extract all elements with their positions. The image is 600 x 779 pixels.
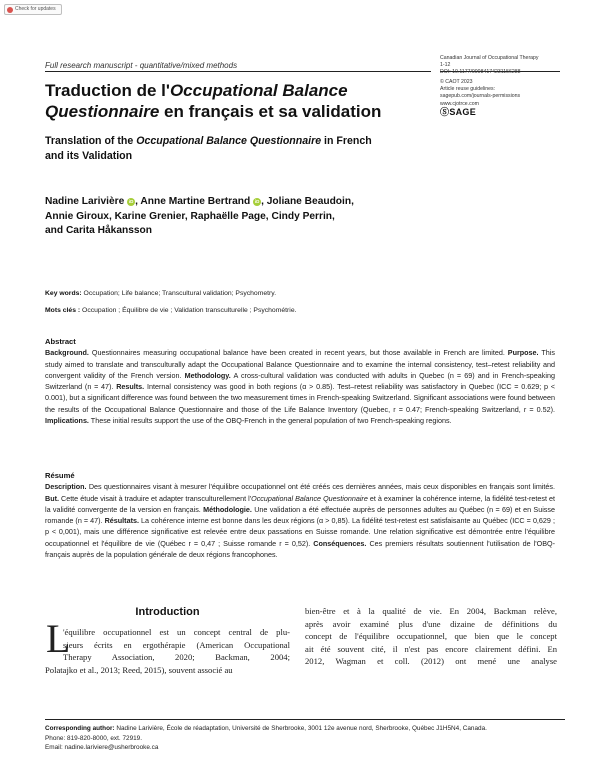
- page-range: 1-12: [440, 62, 451, 69]
- intro-line: après avoir examiné plus d'une dizaine de définitions du: [305, 618, 557, 629]
- introduction-heading: Introduction: [135, 606, 200, 618]
- abstract-section: [45, 336, 555, 426]
- copyright: © CAOT 2023: [440, 79, 473, 86]
- abstract-heading: Abstract: [45, 337, 76, 346]
- authors-line-3: and Carita Håkansson: [45, 225, 153, 237]
- intro-line: 'équilibre occupationnel est un concept central de plu-: [63, 627, 290, 637]
- sage-logo: ⓈSAGE: [440, 106, 477, 117]
- resume-section: [45, 470, 555, 560]
- manuscript-type: Full research manuscript - quantitative/mixed methods: [45, 61, 238, 70]
- title-french: Traduction de l'Occupational Balance Questionnaire en français et sa validation: [45, 81, 382, 121]
- author-bertrand[interactable]: , Anne Martine Bertrand: [135, 196, 251, 207]
- reuse-guidelines-label: Article reuse guidelines:: [440, 86, 496, 93]
- intro-line: Polatajko et al., 2013; Reed, 2015), souvent associé au: [45, 664, 233, 675]
- intro-line: 2012, Wagman et coll. (2012) ont mené une analyse: [305, 656, 557, 666]
- corresponding-author: Corresponding author: Nadine Larivière, École de réadaptation, Université de Sherbrooke, 3001 12e avenue nord, Sherbrooke, Québec J1H5N4, Canada. Phone: 819-820-8000, ext. 72919. Email: nadine.lariviere@usherbrooke.ca: [45, 724, 570, 753]
- intro-line: concept de l'équilibre occupationnel, que bien que le concept: [305, 631, 557, 641]
- intro-line: bien-être et à la qualité de vie. En 2004, Backman relève,: [305, 606, 557, 616]
- abstract-body: Background. Questionnaires measuring occupational balance have been created in recent years, but those available in French are limited. Purpose. This study aimed to translate and transculturally adapt the Occupational Balance Questionnaire and to examine the internal consistency, test–retest reliability and convergent validity of the French version. Methodology. A cross-cultural validation was conducted with adults in Quebec (n = 69) and in French-speaking Switzerland (n = 47). Results. Internal consistency was good in both regions (α > 0.85). Test–retest reliability was satisfactory in Quebec (ICC = 0.629; p < 0.001), but a significant difference was found between the two measurement times in French-speaking Switzerland. Significant associations were found between the results of the Occupational Balance Questionnaire and those of the Life Balance Inventory (Quebec, r = 0.47; French-speaking Switzerland, r = 0.52). Implications. These initial results support the use of the OBQ-French in the general population of two French-speaking regions.: [45, 348, 555, 426]
- author-email-link[interactable]: Email: nadine.lariviere@usherbrooke.ca: [45, 744, 159, 751]
- resume-heading: Résumé: [45, 471, 75, 480]
- resume-body: Description. Des questionnaires visant à mesurer l'équilibre occupationnel ont été créés ces dernières années, mais ceux disponibles en français sont limités. But. Cette étude visait à traduire et adapter transculturellement l'Occupational Balance Questionnaire et à examiner la cohérence interne, la fidélité test-retest et la validité convergente de la version en français. Méthodologie. Une validation a été effectuée auprès de personnes adultes au Québec (n = 69) et en Suisse romande (n = 47). Résultats. La cohérence interne est bonne dans les deux régions (α > 0,85). La fidélité test-retest est satisfaisante au Québec (ICC = 0,629 ; p < 0,001), mais une différence significative est relevée entre deux passations en Suisse romande. Une relation significative est démontrée entre l'équilibre occupationnel et l'équilibre de vie (Québec r = 0,47 ; Suisse romande r = 0,52). Conséquences. Ces premiers résultats soutiennent l'utilisation de l'OBQ-français auprès de la population générale de deux régions francophones.: [45, 482, 555, 560]
- header-rule-left: [45, 71, 431, 72]
- check-for-updates-label: Check for updates: [15, 6, 56, 12]
- sage-logo-icon: Ⓢ: [440, 106, 450, 117]
- journal-name[interactable]: Canadian Journal of Occupational Therapy: [440, 55, 539, 61]
- journal-website-link[interactable]: www.cjotrce.com: [440, 100, 479, 107]
- author-list: [45, 195, 435, 239]
- introduction-right-column: [305, 605, 557, 668]
- check-for-updates-badge[interactable]: [4, 4, 62, 15]
- footer-rule: [45, 719, 565, 720]
- journal-info: [440, 55, 580, 116]
- author-beaudoin[interactable]: , Joliane Beaudoin,: [261, 196, 354, 207]
- authors-line-2: Annie Giroux, Karine Grenier, Raphaëlle Page, Cindy Perrin,: [45, 210, 335, 222]
- doi-link[interactable]: DOI: 10.1177/00084174231156288: [440, 69, 521, 76]
- reuse-guidelines-link[interactable]: sagepub.com/journals-permissions: [440, 93, 521, 100]
- title-english: Translation of the Occupational Balance Questionnaire in French and its Validation: [45, 135, 372, 162]
- keywords-french: Mots clés : Occupation ; Équilibre de vie ; Validation transculturelle ; Psychométrie.: [45, 307, 297, 314]
- intro-line: ait été souvent cité, il n'est pas encore clairement défini. En: [305, 643, 557, 654]
- introduction-left-column: [45, 626, 290, 676]
- intro-line: Therapy Association, 2020; Backman, 2004;: [63, 652, 290, 662]
- drop-cap: L: [46, 616, 71, 661]
- author-lariviere[interactable]: Nadine Larivière: [45, 196, 125, 207]
- updates-icon: [7, 7, 13, 13]
- intro-line: sieurs écrits en ergothérapie (American Occupational: [63, 639, 290, 650]
- orcid-icon[interactable]: iD: [254, 199, 260, 204]
- orcid-icon[interactable]: iD: [128, 199, 134, 204]
- author-phone: Phone: 819-820-8000, ext. 72919.: [45, 734, 143, 742]
- keywords-english: Key words: Occupation; Life balance; Transcultural validation; Psychometry.: [45, 290, 277, 297]
